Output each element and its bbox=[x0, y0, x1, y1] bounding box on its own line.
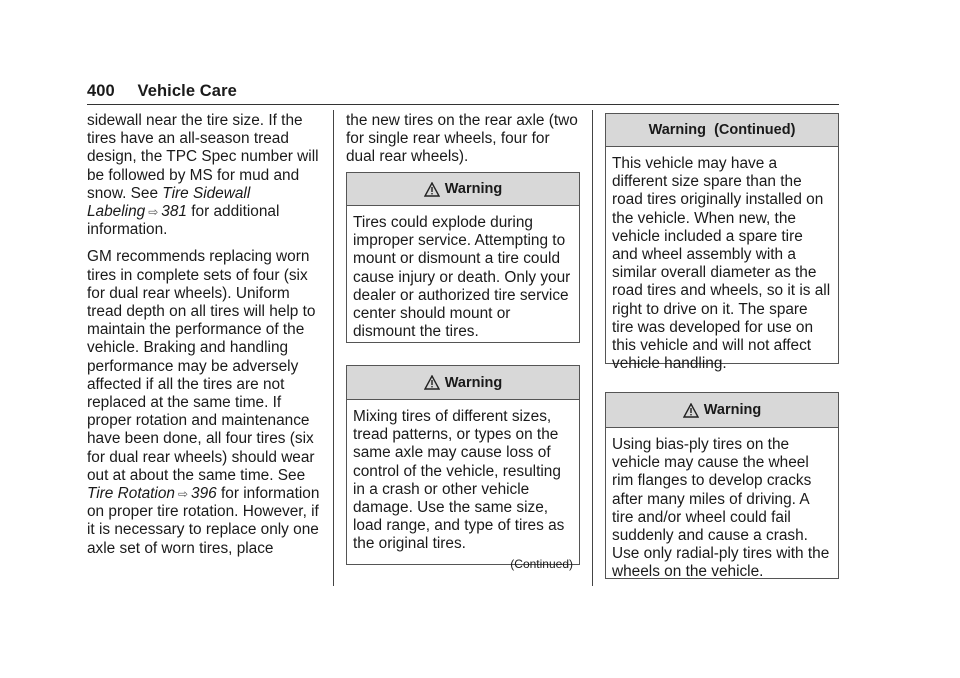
warning-body: Using bias-ply tires on the vehicle may cause the wheel rim flanges to develop cracks after many miles of driving. A tire and/or wheel could fail suddenly and cause a crash. Use only radial-ply tires with the wheels on the vehicle. bbox=[612, 436, 830, 581]
paragraph: GM recommends replacing worn tires in complete sets of four (six for dual rear wheels). Uniform tread depth on all tires will help to maintain the performance of the vehicle. Braking and handling performance may be adversely affected if all the tires are not replaced at the same time. If proper rotation and maintenance have been done, all four tires (six for dual rear wheels) should wear out at about the same time. See Tire Rotation ⇨ 396 for information on proper tire rotation. However, if it is necessary to replace only one axle set of worn tires, place bbox=[87, 248, 320, 557]
warning-title: Warning bbox=[444, 374, 503, 391]
page-header bbox=[87, 82, 237, 101]
column-1 bbox=[87, 112, 327, 558]
header-rule bbox=[87, 104, 839, 105]
warning-body: This vehicle may have a different size spare than the road tires originally installed on the vehicle. When new, the vehicle included a spare tire and wheel assembly with a similar overall diameter as the road tires and wheels, so it is all right to drive on it. The spare tire was developed for use on this vehicle and will not affect vehicle handling. bbox=[612, 155, 831, 373]
warning-body: Mixing tires of different sizes, tread patterns, or types on the same axle may cause loss of control of the vehicle, resulting in a crash or other vehicle damage. Use the same size, load range, and type of tires as the original tires. (Continued) bbox=[353, 408, 573, 571]
warning-triangle-icon bbox=[424, 182, 440, 197]
cross-ref-link[interactable]: Tire Rotation bbox=[87, 485, 175, 503]
continued-label: (Continued) bbox=[510, 556, 573, 571]
column-2 bbox=[346, 112, 580, 167]
warning-header bbox=[606, 393, 838, 428]
column-divider bbox=[333, 110, 334, 586]
warning-box bbox=[346, 172, 580, 343]
warning-title: Warning bbox=[703, 402, 762, 418]
page-number: 400 bbox=[87, 82, 115, 100]
warning-box-continued bbox=[605, 113, 839, 373]
warning-triangle-icon bbox=[424, 375, 440, 390]
warning-header bbox=[606, 114, 838, 147]
page-ref-arrow-icon: ⇨ bbox=[148, 205, 159, 220]
page-ref[interactable]: 396 bbox=[191, 485, 217, 503]
warning-triangle-icon bbox=[683, 403, 699, 418]
warning-body: Tires could explode during improper service. Attempting to mount or dismount a tire could cause injury or death. Only your dealer or authorized tire service center should mount or dismount the tires. bbox=[353, 214, 571, 341]
warning-title: Warning bbox=[444, 181, 503, 197]
warning-box bbox=[605, 392, 839, 579]
paragraph: sidewall near the tire size. If the tires have an all-season tread design, the TPC Spec number will be followed by MS for mud and snow. See Tire Sidewall Labeling ⇨ 381 for additional information. bbox=[87, 112, 319, 239]
page-ref[interactable]: 381 bbox=[161, 203, 187, 221]
warning-header bbox=[347, 173, 579, 206]
warning-box bbox=[346, 365, 580, 571]
warning-title: Warning (Continued) bbox=[648, 122, 796, 138]
section-title: Vehicle Care bbox=[137, 82, 237, 100]
column-divider bbox=[592, 110, 593, 586]
warning-header bbox=[347, 366, 579, 400]
page-ref-arrow-icon: ⇨ bbox=[177, 487, 189, 502]
paragraph: the new tires on the rear axle (two for single rear wheels, four for dual rear wheels). bbox=[346, 112, 578, 166]
cross-ref-link[interactable]: Tire Sidewall Labeling bbox=[87, 184, 251, 221]
